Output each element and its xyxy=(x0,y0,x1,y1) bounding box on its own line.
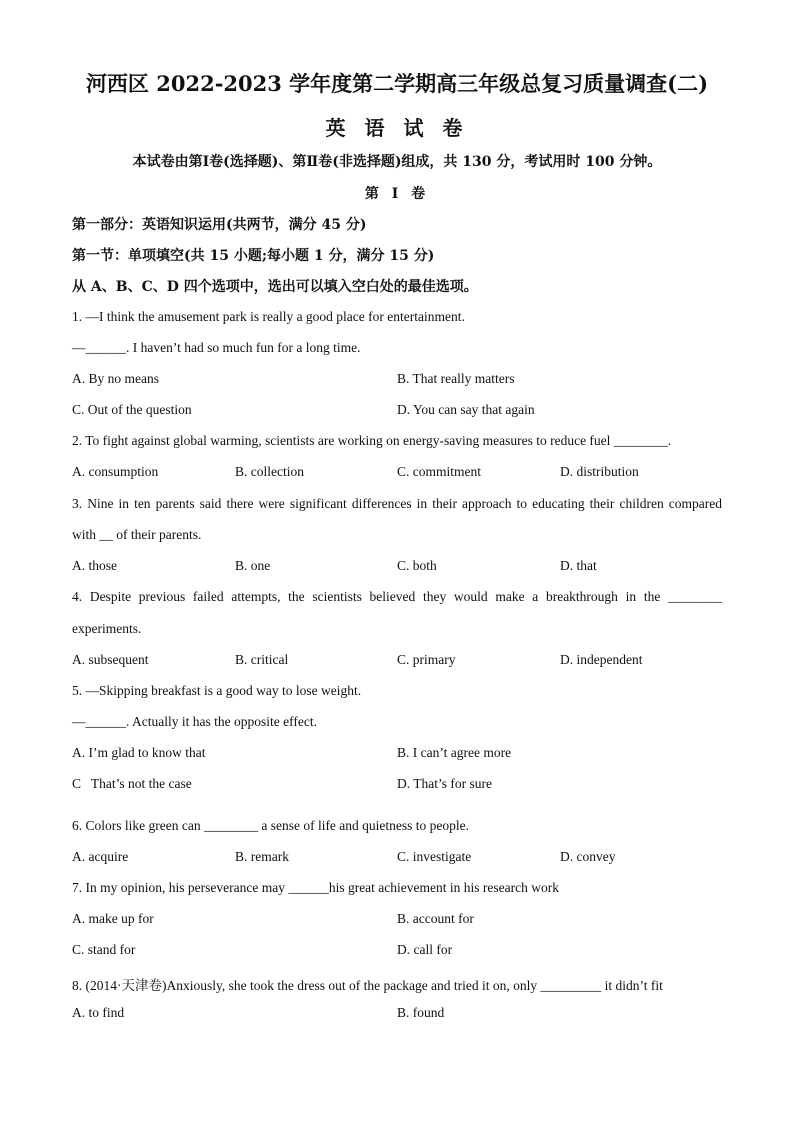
question-5-option-b: B. I can’t agree more xyxy=(397,745,512,760)
question-7-option-b: B. account for xyxy=(397,911,474,926)
exam-title: 河西区 2022-2023 学年度第二学期高三年级总复习质量调查(二) xyxy=(85,71,709,96)
question-2-stem: 2. To fight against global warming, scientists are working on energy-saving measures to reduce fuel ________. xyxy=(72,433,672,448)
question-5-option-c: C That’s not the case xyxy=(72,776,192,791)
question-3-option-d: D. that xyxy=(560,558,597,573)
exam-note: 本试卷由第Ⅰ卷(选择题)、第Ⅱ卷(非选择题)组成，共 130 分，考试用时 100 分钟。 xyxy=(132,154,662,170)
question-6-option-c: C. investigate xyxy=(397,849,472,864)
question-3-stem: 3. Nine in ten parents said there were significant differences in their approach to educating their children compared xyxy=(72,496,722,511)
question-6-option-a: A. acquire xyxy=(72,849,129,864)
question-3-option-c: C. both xyxy=(397,558,437,573)
question-1-option-d: D. You can say that again xyxy=(397,402,535,417)
instruction: 从 A、B、C、D 四个选项中，选出可以填入空白处的最佳选项。 xyxy=(72,279,478,295)
question-1-stem: 1. —I think the amusement park is really a good place for entertainment. xyxy=(72,309,465,324)
part-heading: 第一部分：英语知识运用(共两节，满分 45 分) xyxy=(72,217,367,233)
question-7-option-d: D. call for xyxy=(397,942,453,957)
question-4-option-b: B. critical xyxy=(235,652,289,667)
question-4-option-c: C. primary xyxy=(397,652,456,667)
question-4-stem: 4. Despite previous failed attempts, the scientists believed they would make a breakthrough in the ________ xyxy=(72,589,722,604)
question-2-option-d: D. distribution xyxy=(560,464,639,479)
section-heading: 第一节：单项填空(共 15 小题;每小题 1 分，满分 15 分) xyxy=(72,248,435,264)
question-1-option-a: A. By no means xyxy=(72,371,159,386)
question-2-option-a: A. consumption xyxy=(72,464,159,479)
question-7-option-a: A. make up for xyxy=(72,911,154,926)
question-4-stem-cont: experiments. xyxy=(72,621,142,636)
question-7-option-c: C. stand for xyxy=(72,942,136,957)
question-2-option-b: B. collection xyxy=(235,464,304,479)
question-6-option-d: D. convey xyxy=(560,849,616,864)
question-1-reply: —______. I haven’t had so much fun for a long time. xyxy=(72,340,361,355)
question-6-stem: 6. Colors like green can ________ a sense of life and quietness to people. xyxy=(72,818,470,833)
question-3-option-a: A. those xyxy=(72,558,117,573)
question-3-option-b: B. one xyxy=(235,558,271,573)
question-4-option-d: D. independent xyxy=(560,652,643,667)
question-7-stem: 7. In my opinion, his perseverance may ______his great achievement in his research work xyxy=(72,880,559,895)
question-1-option-c: C. Out of the question xyxy=(72,402,192,417)
exam-subtitle: 英 语 试 卷 xyxy=(325,116,469,140)
question-3-stem-cont: with __ of their parents. xyxy=(72,527,202,542)
question-8-stem: 8. (2014·天津卷)Anxiously, she took the dress out of the package and tried it on, only _________ it didn’t fit xyxy=(72,978,663,993)
volume-heading: 第 Ⅰ 卷 xyxy=(364,186,430,202)
question-5-stem: 5. —Skipping breakfast is a good way to lose weight. xyxy=(72,683,362,698)
question-4-option-a: A. subsequent xyxy=(72,652,149,667)
question-2-option-c: C. commitment xyxy=(397,464,481,479)
question-5-option-a: A. I’m glad to know that xyxy=(72,745,206,760)
question-8-option-b: B. found xyxy=(397,1005,445,1020)
question-1-option-b: B. That really matters xyxy=(397,371,515,386)
question-6-option-b: B. remark xyxy=(235,849,289,864)
question-5-reply: —______. Actually it has the opposite effect. xyxy=(72,714,317,729)
question-8-option-a: A. to find xyxy=(72,1005,125,1020)
question-5-option-d: D. That’s for sure xyxy=(397,776,492,791)
